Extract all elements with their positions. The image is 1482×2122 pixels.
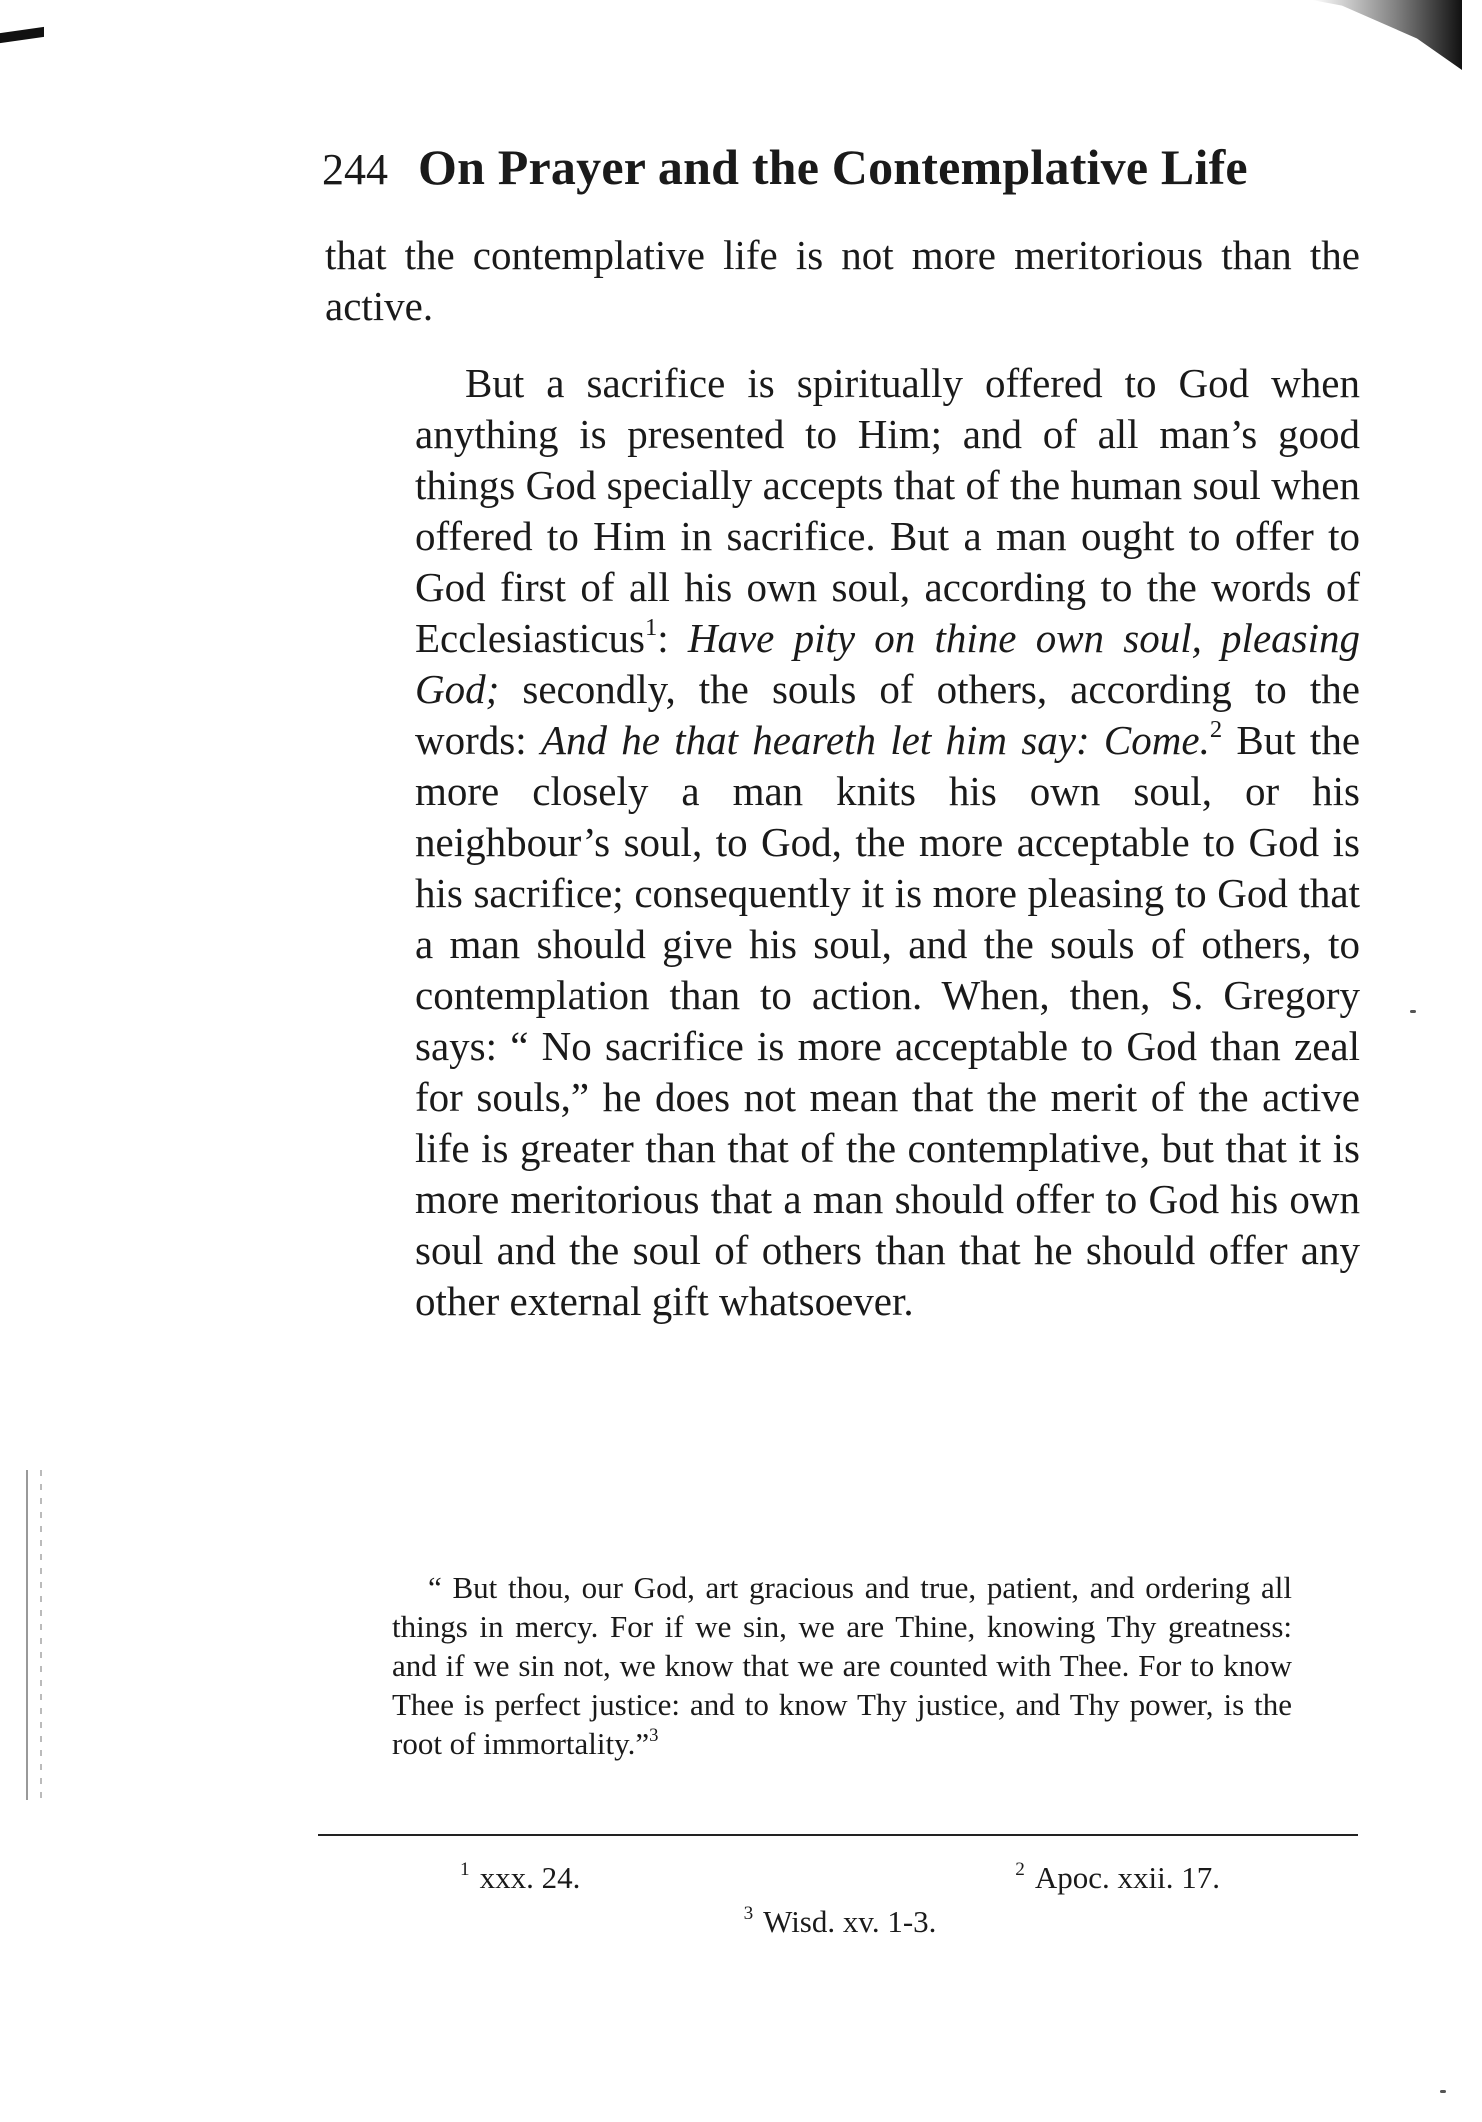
scan-corner-mark (0, 27, 44, 43)
footnote-3 (744, 1904, 937, 1939)
text-segment: But a sacrifice is spiritually offered to God when anything is presented to Him; and of all man’s good things God specially accepts that of the human soul when offered to Him in sacrifice. But a man ought to offer to God first of all his own soul, according to the words of Ecclesiasticus (415, 360, 1360, 661)
footnote-ref-1: 1 (644, 613, 658, 641)
block-quote (392, 1568, 1292, 1763)
scan-speck (1440, 2090, 1446, 2093)
footnote-1 (460, 1856, 580, 1900)
footnote-text: Apoc. xxii. 17. (1034, 1860, 1220, 1895)
footnote-text: Wisd. xv. 1-3. (763, 1904, 937, 1939)
binding-edge-marks (26, 1470, 88, 1800)
scripture-quote: And he that heareth let him say: Come. (540, 717, 1210, 763)
footnote-mark: 1 (460, 1858, 470, 1880)
scan-speck (1410, 1010, 1416, 1013)
footnote-ref-2: 2 (1209, 715, 1223, 743)
running-title: On Prayer and the Contemplative Life (418, 139, 1248, 195)
footnote-2 (1015, 1856, 1220, 1900)
text-segment: But the more closely a man knits his own soul, or his neighbour’s soul, to God, the more acceptable to God is his sacrifice; consequently it is more pleasing to God that a man should give his soul, and the souls of others, to contemplation than to action. When, then, S. Gregory says: “ No sacrifice is more acceptable to God than zeal for souls,” he does not mean that the merit of the active life is greater than that of the contemplative, but that it is more meritorious that a man should offer to God his own soul and the soul of others than that he should offer any other external gift whatsoever. (415, 717, 1361, 1324)
footnote-ref-3: 3 (649, 1724, 659, 1746)
footnotes (320, 1856, 1360, 1944)
paragraph-main (415, 358, 1360, 1327)
body-text (325, 230, 1360, 1327)
paragraph-continued: that the contemplative life is not more meritorious than the active. (325, 232, 1360, 329)
footnote-mark: 2 (1015, 1858, 1025, 1880)
text-segment: secondly, the souls of others, according to the words: (415, 666, 1360, 763)
footnote-rule (318, 1834, 1358, 1836)
footnote-mark: 3 (743, 1902, 754, 1924)
footnote-row (320, 1856, 1360, 1900)
scripture-quote: Have pity on thine own soul, pleasing God; (415, 615, 1360, 712)
page-number: 244 (322, 145, 388, 194)
running-head (322, 138, 1372, 196)
footnote-text: xxx. 24. (479, 1860, 581, 1895)
quote-text: “ But thou, our God, art gracious and true, patient, and ordering all things in mercy. For if we sin, we are Thine, knowing Thy greatness: and if we sin not, we know that we are counted with Thee. For to know Thee is perfect justice: and to know Thy justice, and Thy power, is the root of immortality.” (392, 1570, 1292, 1761)
text-segment: : (657, 615, 688, 661)
footnote-row (320, 1900, 1360, 1944)
scan-corner-shadow (1312, 0, 1462, 70)
